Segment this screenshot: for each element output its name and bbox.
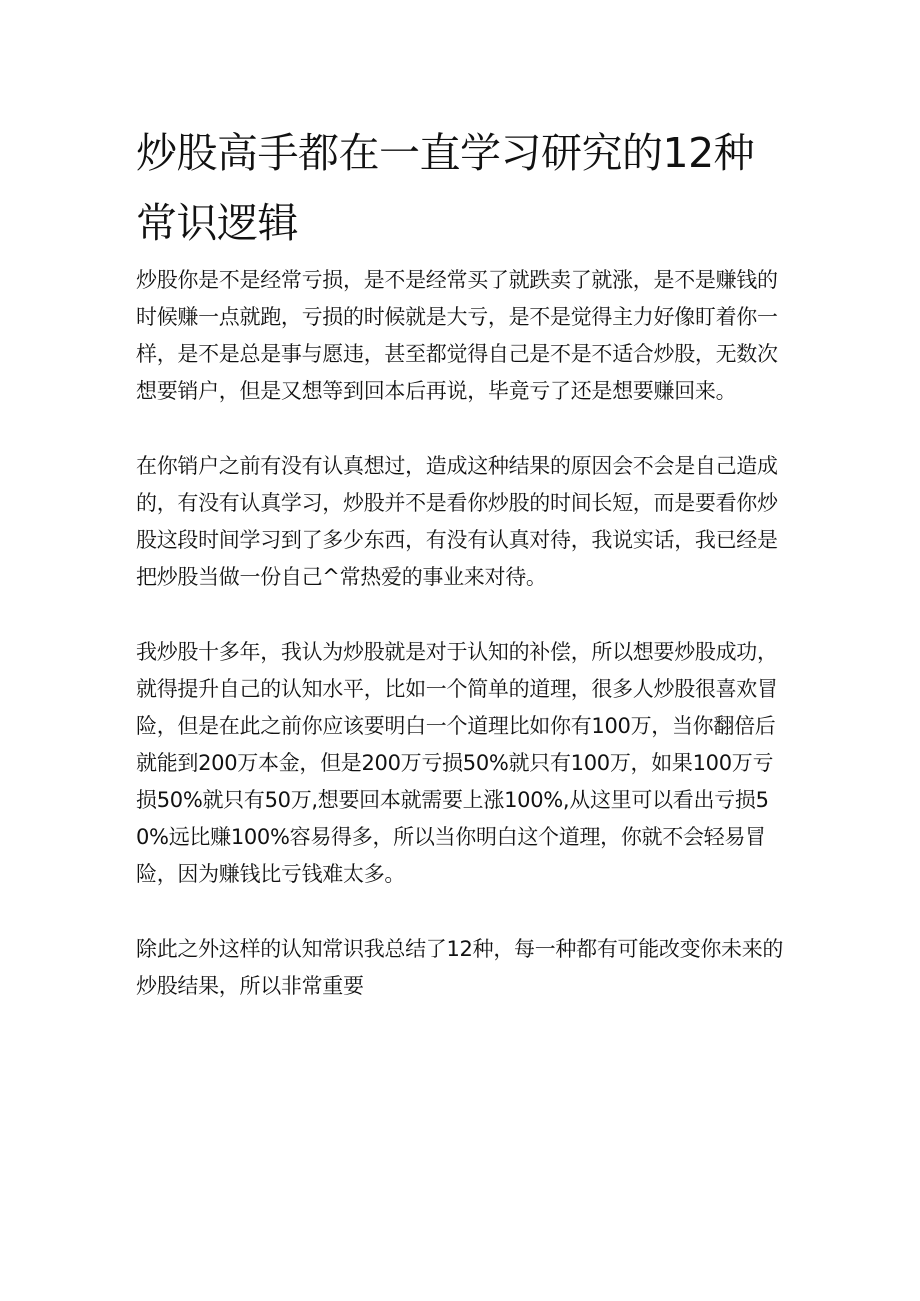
article-title: 炒股高手都在一直学习研究的12种常识逻辑 [136, 129, 755, 247]
article-body [136, 118, 788, 1005]
paragraph-4: 除此之外这样的认知常识我总结了12种，每一种都有可能改变你未来的炒股结果，所以非常重要 [136, 937, 784, 998]
paragraph-2: 在你销户之前有没有认真想过，造成这种结果的原因会不会是自己造成的，有没有认真学习，炒股并不是看你炒股的时间长短，而是要看你炒股这段时间学习到了多少东西，有没有认真对待，我说实话，我已经是把炒股当做一份自己^常热爱的事业来对待。 [136, 454, 778, 589]
paragraph-1: 炒股你是不是经常亏损，是不是经常买了就跌卖了就涨，是不是赚钱的时候赚一点就跑，亏损的时候就是大亏，是不是觉得主力好像盯着你一样，是不是总是事与愿违，甚至都觉得自己是不是不适合炒股，无数次想要销户，但是又想等到回本后再说，毕竟亏了还是想要赚回来。 [136, 268, 778, 403]
paragraph-3: 我炒股十多年，我认为炒股就是对于认知的补偿，所以想要炒股成功，就得提升自己的认知水平，比如一个简单的道理，很多人炒股很喜欢冒险，但是在此之前你应该要明白一个道理比如你有100万，当你翻倍后就能到200万本金，但是200万亏损50%就只有100万，如果100万亏损50%就只有50万,想要回本就需要上涨100%,从这里可以看出亏损50%远比赚100%容易得多，所以当你明白这个道理，你就不会轻易冒险，因为赚钱比亏钱难太多。 [136, 640, 778, 886]
